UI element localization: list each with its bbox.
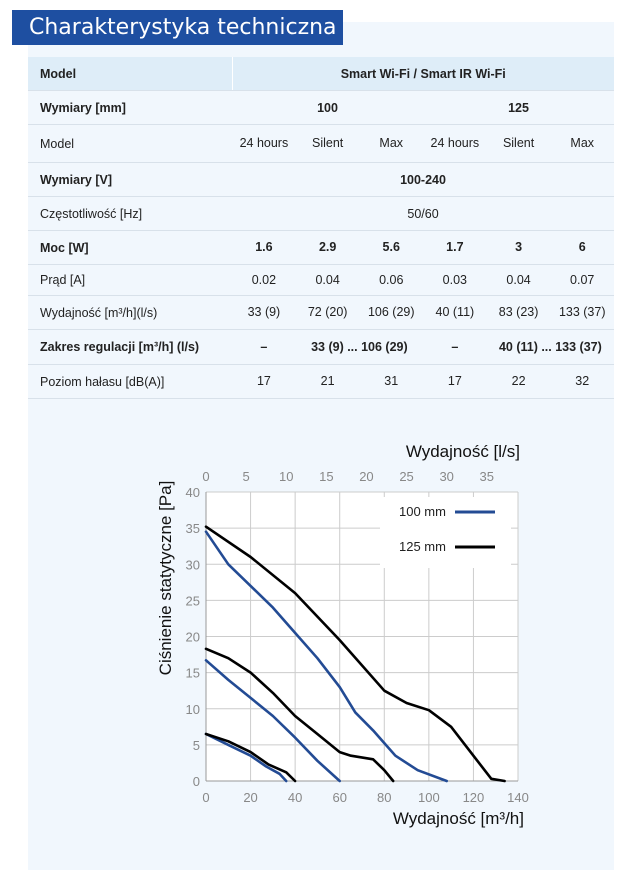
- table-cell: 72 (20): [296, 296, 360, 330]
- table-cell: 133 (37): [550, 296, 614, 330]
- x-tick-label: 80: [377, 790, 392, 805]
- table-cell: 0.03: [423, 265, 487, 296]
- table-cell: Silent: [296, 125, 360, 163]
- table-cell: Max: [360, 125, 423, 163]
- table-cell: –: [232, 330, 296, 365]
- table-cell: 40 (11): [423, 296, 487, 330]
- row-label: Poziom hałasu [dB(A)]: [28, 365, 232, 399]
- table-cell: 6: [550, 231, 614, 265]
- table-cell: 17: [232, 365, 296, 399]
- x2-tick-label: 35: [479, 469, 495, 484]
- table-cell: 33 (9) ... 106 (29): [296, 330, 423, 365]
- table-cell: 31: [360, 365, 423, 399]
- y-tick-label: 25: [185, 593, 200, 609]
- table-cell: 50/60: [232, 197, 614, 231]
- row-label: Zakres regulacji [m³/h] (l/s): [28, 330, 232, 365]
- table-cell: 1.6: [232, 231, 296, 265]
- x-tick-label: 20: [243, 790, 258, 805]
- y-tick-label: 15: [185, 665, 200, 681]
- y-tick-label: 5: [192, 737, 200, 753]
- table-cell: 100: [232, 91, 423, 125]
- row-label: Wymiary [mm]: [28, 91, 232, 125]
- row-label: Wydajność [m³/h](l/s): [28, 296, 232, 330]
- x-tick-label: 100: [418, 790, 440, 805]
- table-cell: 0.06: [360, 265, 423, 296]
- x2-tick-label: 10: [278, 469, 294, 484]
- y-tick-label: 30: [185, 557, 200, 573]
- table-cell: 17: [423, 365, 487, 399]
- x2-tick-label: 30: [439, 469, 454, 484]
- table-cell: 125: [423, 91, 614, 125]
- table-cell: 0.04: [296, 265, 360, 296]
- table-cell: 40 (11) ... 133 (37): [487, 330, 614, 365]
- x-tick-label: 140: [507, 790, 529, 805]
- y-tick-label: 35: [185, 521, 200, 537]
- table-cell: 2.9: [296, 231, 360, 265]
- x-tick-label: 0: [202, 790, 210, 805]
- y-axis-title: Ciśnienie statytyczne [Pa]: [156, 480, 175, 676]
- table-cell: 21: [296, 365, 360, 399]
- table-cell: 0.02: [232, 265, 296, 296]
- x-axis-title: Wydajność [m³/h]: [392, 809, 524, 828]
- legend-label: 100 mm: [399, 504, 446, 519]
- row-label: Wymiary [V]: [28, 163, 232, 197]
- table-cell: 22: [487, 365, 551, 399]
- table-cell: 32: [550, 365, 614, 399]
- table-cell: 83 (23): [487, 296, 551, 330]
- table-cell: 5.6: [360, 231, 423, 265]
- x-tick-label: 60: [332, 790, 347, 805]
- header-label: Model: [28, 57, 232, 91]
- table-cell: 0.07: [550, 265, 614, 296]
- table-cell: 0.04: [487, 265, 551, 296]
- x2-axis-title: Wydajność [l/s]: [405, 442, 520, 461]
- row-label: Prąd [A]: [28, 265, 232, 296]
- x-tick-label: 120: [462, 790, 485, 805]
- y-tick-label: 0: [192, 774, 200, 789]
- header-model-value: Smart Wi-Fi / Smart IR Wi-Fi: [232, 57, 614, 91]
- section-title: Charakterystyka techniczna: [12, 10, 343, 45]
- table-cell: 3: [487, 231, 551, 265]
- y-tick-label: 10: [185, 701, 200, 717]
- legend-label: 125 mm: [399, 539, 446, 554]
- y-tick-label: 20: [185, 629, 200, 645]
- x2-tick-label: 5: [242, 469, 250, 484]
- x2-tick-label: 25: [399, 469, 414, 484]
- x2-tick-label: 0: [202, 469, 210, 484]
- x2-tick-label: 15: [319, 469, 334, 484]
- table-cell: 106 (29): [360, 296, 423, 330]
- table-cell: –: [423, 330, 487, 365]
- row-label: Częstotliwość [Hz]: [28, 197, 232, 231]
- table-cell: 33 (9): [232, 296, 296, 330]
- row-label: Model: [28, 125, 232, 163]
- row-label: Moc [W]: [28, 231, 232, 265]
- x2-tick-label: 20: [359, 469, 374, 484]
- table-cell: 24 hours: [423, 125, 487, 163]
- table-cell: 100-240: [232, 163, 614, 197]
- y-tick-label: 40: [185, 485, 200, 500]
- table-cell: Max: [550, 125, 614, 163]
- table-cell: 24 hours: [232, 125, 296, 163]
- x-tick-label: 40: [287, 790, 303, 805]
- table-cell: Silent: [487, 125, 551, 163]
- table-cell: 1.7: [423, 231, 487, 265]
